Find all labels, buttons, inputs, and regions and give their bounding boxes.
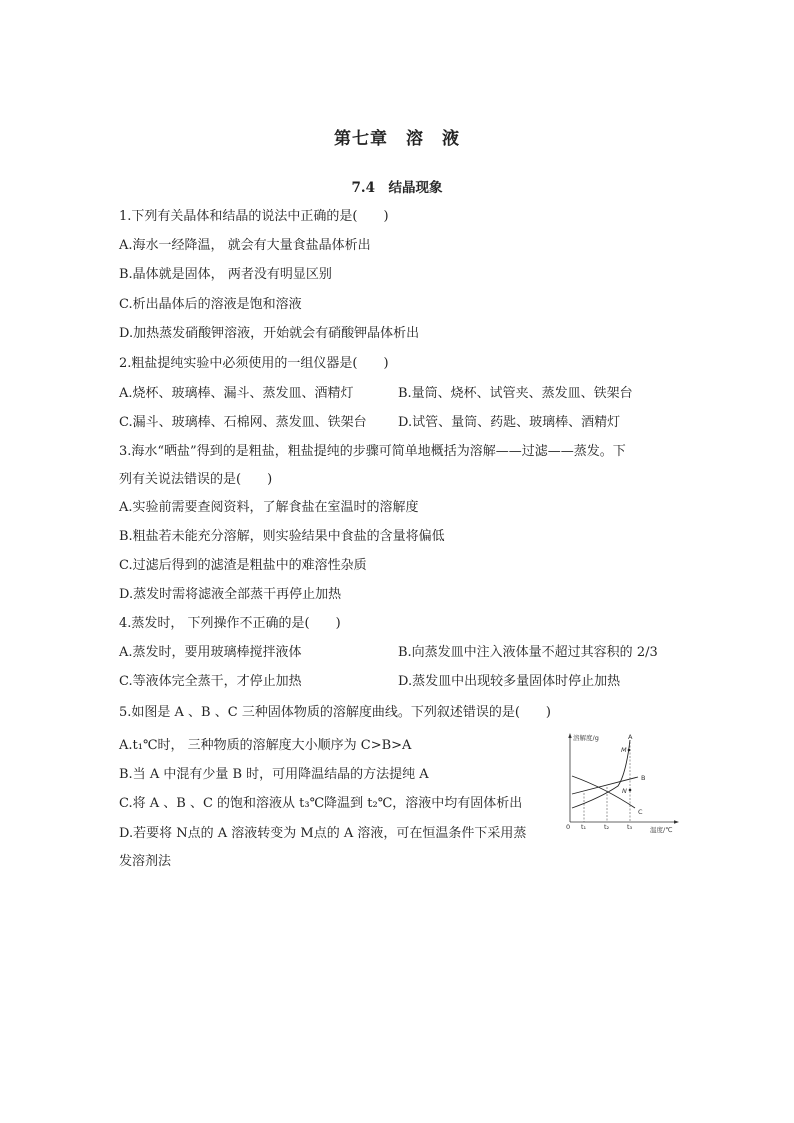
series-label-a: A (628, 733, 633, 741)
q3-option-a: A.实验前需要查阅资料，了解食盐在室温时的溶解度 (119, 500, 419, 515)
q4-option-b: B.向蒸发皿中注入液体量不超过其容积的 2/3 (398, 645, 658, 660)
q1-stem: 1.下列有关晶体和结晶的说法中正确的是( ) (119, 209, 389, 224)
x-tick-0: 0 (566, 823, 571, 831)
q4-option-d: D.蒸发皿中出现较多量固体时停止加热 (398, 674, 621, 689)
y-axis-arrow (568, 733, 571, 738)
point-label-n: N (622, 787, 627, 795)
solubility-chart (560, 730, 680, 835)
section-title: 7.4 结晶现象 (351, 180, 443, 196)
q5-option-a: A.t₁℃时， 三种物质的溶解度大小顺序为 C>B>A (119, 738, 412, 753)
q2-option-b: B.量筒、烧杯、试管夹、蒸发皿、铁架台 (398, 386, 633, 401)
x-tick-t3: t₃ (627, 823, 633, 831)
q3-option-d: D.蒸发时需将滤液全部蒸干再停止加热 (119, 587, 342, 602)
chapter-title: 第七章 溶 液 (334, 129, 460, 149)
q5-option-d-line2: 发溶剂法 (119, 854, 172, 869)
y-axis-label: 溶解度/g (573, 734, 599, 742)
series-label-b: B (641, 774, 646, 782)
point-label-m: M (621, 746, 627, 754)
q5-option-d-line1: D.若要将 N点的 A 溶液转变为 M点的 A 溶液，可在恒温条件下采用蒸 (119, 826, 527, 841)
q2-option-c: C.漏斗、玻璃棒、石棉网、蒸发皿、铁架台 (119, 415, 367, 430)
q4-option-c: C.等液体完全蒸干，才停止加热 (119, 674, 302, 689)
x-tick-t2: t₂ (604, 823, 610, 831)
x-tick-t1: t₁ (581, 823, 587, 831)
series-label-c: C (638, 808, 643, 816)
q3-option-b: B.粗盐若未能充分溶解，则实验结果中食盐的含量将偏低 (119, 529, 445, 544)
q1-option-c: C.析出晶体后的溶液是饱和溶液 (119, 297, 302, 312)
q5-stem: 5.如图是 A 、B 、C 三种固体物质的溶解度曲线。下列叙述错误的是( ) (119, 705, 551, 720)
point-n (629, 789, 632, 792)
q3-stem-line1: 3.海水“晒盐”得到的是粗盐，粗盐提纯的步骤可简单地概括为溶解——过滤——蒸发。下 (119, 444, 626, 459)
q2-stem: 2.粗盐提纯实验中必须使用的一组仪器是( ) (119, 356, 389, 371)
q5-option-b: B.当 A 中混有少量 B 时，可用降温结晶的方法提纯 A (119, 767, 429, 782)
q3-option-c: C.过滤后得到的滤渣是粗盐中的难溶性杂质 (119, 558, 367, 573)
q1-option-b: B.晶体就是固体， 两者没有明显区别 (119, 267, 332, 282)
q4-option-a: A.蒸发时，要用玻璃棒搅拌液体 (119, 645, 302, 660)
q2-option-d: D.试管、量筒、药匙、玻璃棒、酒精灯 (398, 415, 621, 430)
q1-option-d: D.加热蒸发硝酸钾溶液，开始就会有硝酸钾晶体析出 (119, 326, 420, 341)
q2-option-a: A.烧杯、玻璃棒、漏斗、蒸发皿、酒精灯 (119, 386, 354, 401)
q4-stem: 4.蒸发时， 下列操作不正确的是( ) (119, 616, 341, 631)
q3-stem-line2: 列有关说法错误的是( ) (119, 472, 273, 487)
x-axis-arrow (674, 820, 679, 823)
q1-option-a: A.海水一经降温， 就会有大量食盐晶体析出 (119, 238, 371, 253)
q5-option-c: C.将 A 、B 、C 的饱和溶液从 t₃℃降温到 t₂℃，溶液中均有固体析出 (119, 796, 523, 811)
x-axis-label: 温度/℃ (650, 826, 673, 834)
point-m (628, 749, 631, 752)
